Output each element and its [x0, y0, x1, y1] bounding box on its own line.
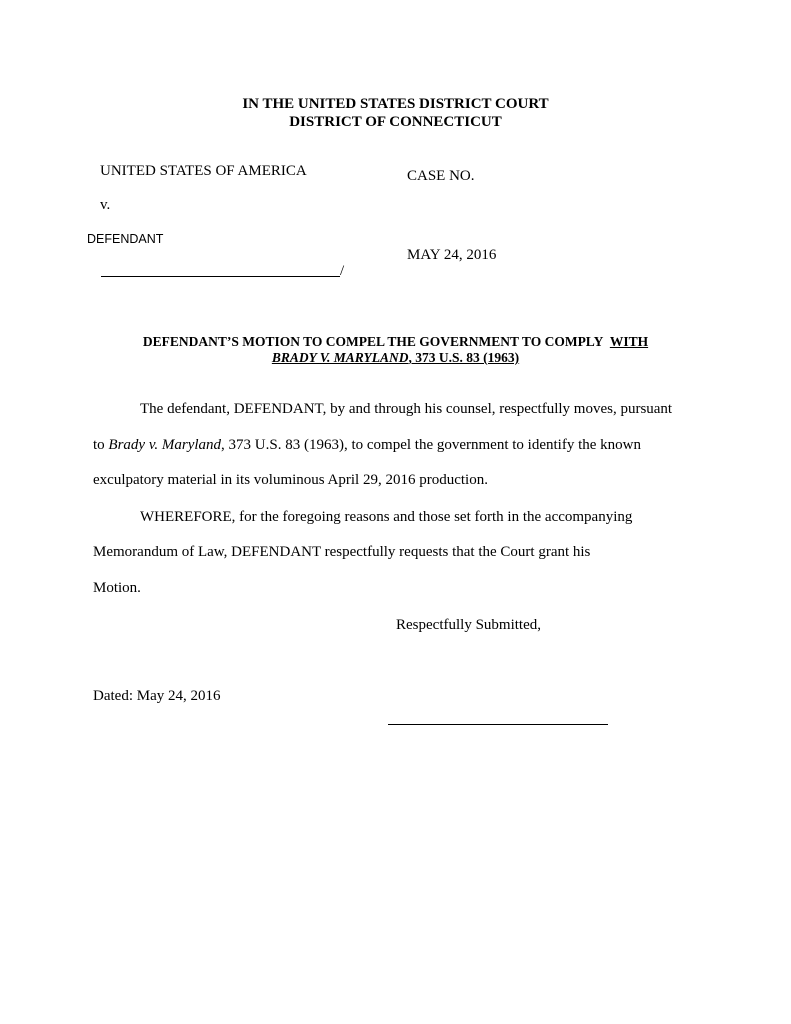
motion-title-line1 — [0, 333, 791, 350]
case-number-label: CASE NO. — [407, 168, 475, 184]
caption-rule — [101, 276, 340, 277]
motion-title-line2 — [0, 349, 791, 366]
plaintiff-name: UNITED STATES OF AMERICA — [100, 163, 307, 179]
body-p2-line2: Memorandum of Law, DEFENDANT respectfully requests that the Court grant his — [93, 544, 591, 560]
body-p2-line1: WHEREFORE, for the foregoing reasons and those set forth in the accompanying — [140, 509, 633, 525]
motion-title-main: DEFENDANT’S MOTION TO COMPEL THE GOVERNMENT TO COMPLY — [142, 334, 604, 349]
court-district: DISTRICT OF CONNECTICUT — [289, 114, 502, 130]
versus-label: v. — [100, 197, 111, 213]
body-p2-line3: Motion. — [93, 580, 141, 596]
body-p1-to: to — [93, 437, 109, 453]
body-p1-line1: The defendant, DEFENDANT, by and through his counsel, respectfully moves, pursuant — [140, 401, 673, 417]
caption-date: MAY 24, 2016 — [407, 247, 497, 263]
court-name: IN THE UNITED STATES DISTRICT COURT — [242, 96, 549, 112]
body-p1-line2 — [93, 437, 641, 454]
motion-title-cite: , 373 U.S. 83 (1963) — [408, 350, 520, 365]
motion-title-case: BRADY V. MARYLAND — [271, 350, 409, 365]
motion-title-with: WITH — [609, 334, 649, 349]
signature-line — [388, 724, 608, 725]
body-p1-line2-rest: , 373 U.S. 83 (1963), to compel the government to identify the known — [221, 437, 641, 453]
caption-slash: / — [340, 263, 345, 279]
closing-text: Respectfully Submitted, — [396, 617, 541, 633]
body-p1-case-name: Brady v. Maryland — [108, 437, 222, 453]
defendant-name: DEFENDANT — [87, 232, 164, 246]
body-p1-line3: exculpatory material in its voluminous April 29, 2016 production. — [93, 472, 488, 488]
dated-line: Dated: May 24, 2016 — [93, 688, 221, 704]
